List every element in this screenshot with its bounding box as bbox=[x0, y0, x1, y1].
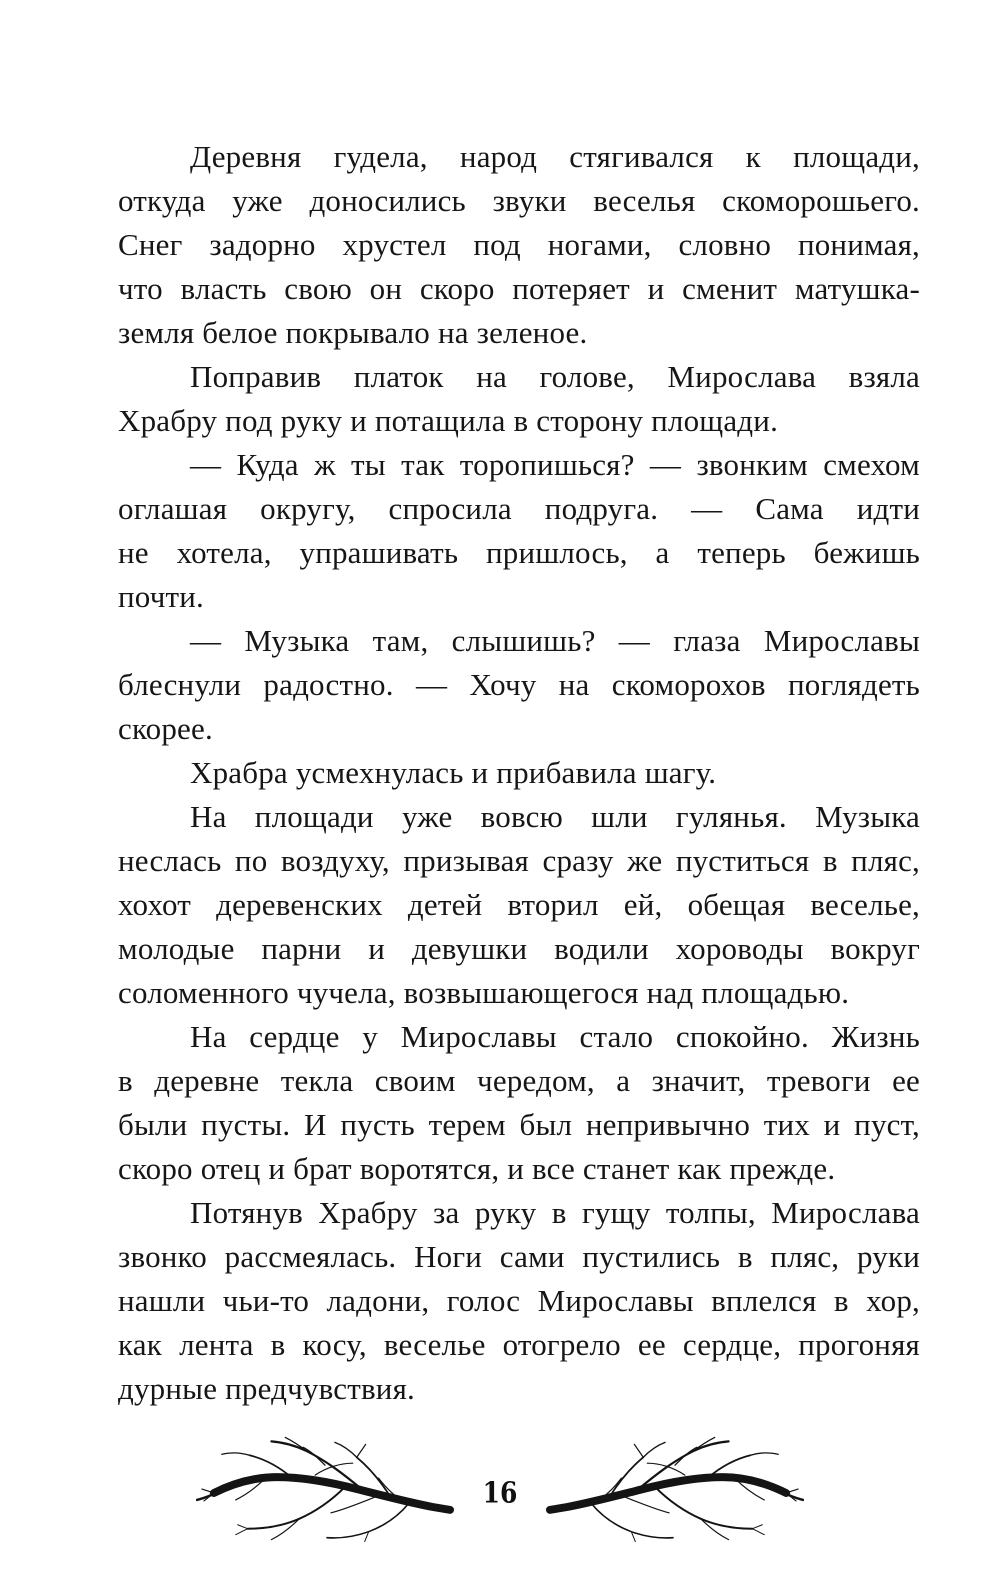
text-line: неслась по воздуху, призывая сразу же пуститься в пляс, bbox=[118, 843, 920, 878]
page-footer bbox=[0, 1427, 1000, 1557]
text-line: молодые парни и девушки водили хороводы вокруг bbox=[118, 931, 920, 966]
page-number: 16 bbox=[482, 1475, 518, 1509]
twig-branch-icon bbox=[196, 1436, 454, 1548]
text-line: хохот деревенских детей вторил ей, обещая веселье, bbox=[118, 887, 920, 922]
text-line: почти. bbox=[118, 579, 204, 614]
text-line: Деревня гудела, народ стягивался к площади, bbox=[190, 139, 920, 174]
branch-ornament-right bbox=[546, 1436, 804, 1548]
text-line: Потянув Храбру за руку в гущу толпы, Мирослава bbox=[190, 1195, 920, 1230]
text-line: Храбра усмехнулась и прибавила шагу. bbox=[190, 755, 717, 790]
paragraph bbox=[118, 1191, 920, 1411]
text-line: Поправив платок на голове, Мирослава взяла bbox=[190, 359, 920, 394]
text-line: — Куда ж ты так торопишься? — звонким смехом bbox=[190, 447, 920, 482]
paragraph bbox=[118, 619, 920, 751]
text-line: оглашая округу, спросила подруга. — Сама идти bbox=[118, 491, 920, 526]
text-line: в деревне текла своим чередом, а значит, тревоги ее bbox=[118, 1063, 920, 1098]
text-line: нашли чьи-то ладони, голос Мирославы вплелся в хор, bbox=[118, 1283, 920, 1318]
text-line: На сердце у Мирославы стало спокойно. Жизнь bbox=[190, 1019, 920, 1054]
paragraph bbox=[118, 135, 920, 355]
branch-ornament-left bbox=[196, 1436, 454, 1548]
twig-branch-icon bbox=[546, 1436, 804, 1548]
text-line: были пусты. И пусть терем был непривычно тих и пуст, bbox=[118, 1107, 920, 1142]
text-line: — Музыка там, слышишь? — глаза Мирославы bbox=[190, 623, 920, 658]
paragraph bbox=[118, 795, 920, 1015]
text-line: звонко рассмеялась. Ноги сами пустились в пляс, руки bbox=[118, 1239, 920, 1274]
text-line: дурные предчувствия. bbox=[118, 1371, 416, 1406]
text-line: На площади уже вовсю шли гулянья. Музыка bbox=[190, 799, 920, 834]
text-line: блеснули радостно. — Хочу на скоморохов поглядеть bbox=[118, 667, 920, 702]
paragraph bbox=[118, 355, 920, 443]
text-line: земля белое покрывало на зеленое. bbox=[118, 315, 588, 350]
text-line: не хотела, упрашивать пришлось, а теперь бежишь bbox=[118, 535, 920, 570]
text-line: соломенного чучела, возвышающегося над площадью. bbox=[118, 975, 850, 1010]
text-line: скоро отец и брат воротятся, и все станет как прежде. bbox=[118, 1151, 836, 1186]
paragraph bbox=[118, 1015, 920, 1191]
text-line: Снег задорно хрустел под ногами, словно понимая, bbox=[118, 227, 920, 262]
paragraph bbox=[118, 443, 920, 619]
text-line: что власть свою он скоро потеряет и сменит матушка- bbox=[118, 271, 920, 306]
text-line: Храбру под руку и потащила в сторону площади. bbox=[118, 403, 779, 438]
page-text bbox=[118, 135, 920, 1411]
text-line: скорее. bbox=[118, 711, 213, 746]
text-line: откуда уже доносились звуки веселья скоморошьего. bbox=[118, 183, 920, 218]
paragraph bbox=[118, 751, 920, 795]
text-line: как лента в косу, веселье отогрело ее сердце, прогоняя bbox=[118, 1327, 920, 1362]
